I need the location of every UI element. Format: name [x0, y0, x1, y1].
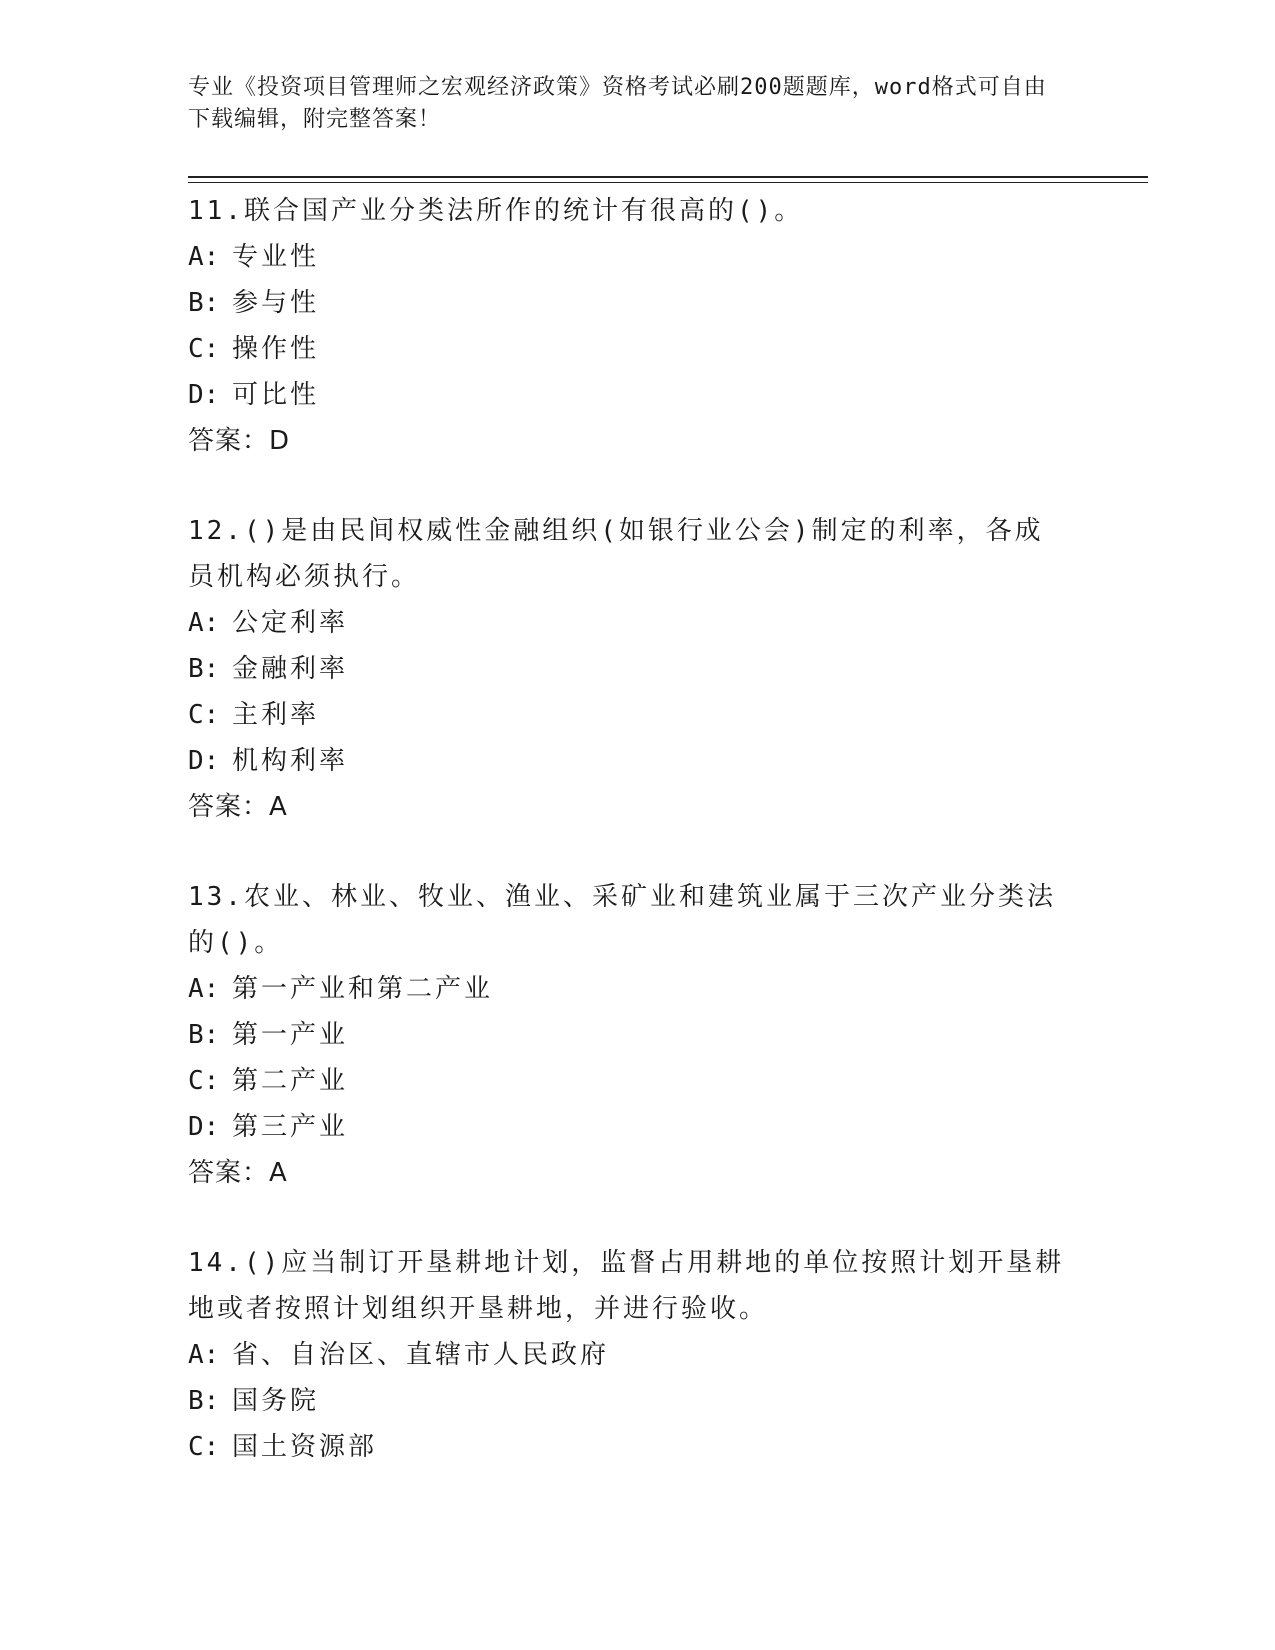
- question-stem: 13.农业、林业、牧业、渔业、采矿业和建筑业属于三次产业分类法的()。: [188, 882, 1056, 958]
- option-label: A:: [188, 974, 220, 1004]
- option-d: [188, 372, 1068, 418]
- option-text: 省、自治区、直辖市人民政府: [232, 1340, 610, 1370]
- option-label: C:: [188, 334, 220, 364]
- option-b: [188, 646, 1068, 692]
- option-a: [188, 234, 1068, 280]
- answer: 答案：D: [188, 426, 291, 456]
- option-d: [188, 738, 1068, 784]
- option-c: [188, 326, 1068, 372]
- question-stem: 14.()应当制订开垦耕地计划，监督占用耕地的单位按照计划开垦耕地或者按照计划组织开垦耕地，并进行验收。: [188, 1248, 1065, 1324]
- option-text: 第一产业和第二产业: [232, 974, 494, 1004]
- option-text: 第二产业: [232, 1066, 349, 1096]
- option-text: 主利率: [232, 700, 320, 730]
- option-label: A:: [188, 608, 220, 638]
- option-text: 金融利率: [232, 654, 349, 684]
- option-text: 参与性: [232, 288, 320, 318]
- option-text: 第一产业: [232, 1020, 349, 1050]
- option-label: C:: [188, 700, 220, 730]
- option-a: [188, 966, 1068, 1012]
- option-text: 可比性: [232, 380, 320, 410]
- option-label: C:: [188, 1432, 220, 1462]
- option-text: 机构利率: [232, 746, 349, 776]
- header-divider: [188, 176, 1148, 183]
- option-text: 公定利率: [232, 608, 349, 638]
- option-b: [188, 1378, 1068, 1424]
- answer: 答案：A: [188, 1158, 288, 1188]
- option-text: 操作性: [232, 334, 320, 364]
- option-label: C:: [188, 1066, 220, 1096]
- question-stem: 11.联合国产业分类法所作的统计有很高的()。: [188, 196, 804, 226]
- option-b: [188, 1012, 1068, 1058]
- option-label: A:: [188, 242, 220, 272]
- option-b: [188, 280, 1068, 326]
- option-c: [188, 1424, 1068, 1470]
- option-label: B:: [188, 288, 220, 318]
- question-12: [188, 508, 1068, 830]
- option-label: D:: [188, 380, 220, 410]
- question-stem: 12.()是由民间权威性金融组织(如银行业公会)制定的利率，各成员机构必须执行。: [188, 516, 1044, 592]
- document-header: 专业《投资项目管理师之宏观经济政策》资格考试必刷200题题库，word格式可自由下载编辑，附完整答案！: [188, 75, 1047, 132]
- option-label: D:: [188, 1112, 220, 1142]
- question-11: [188, 188, 1068, 464]
- question-14: [188, 1240, 1068, 1470]
- option-c: [188, 692, 1068, 738]
- option-label: B:: [188, 654, 220, 684]
- option-label: D:: [188, 746, 220, 776]
- option-a: [188, 1332, 1068, 1378]
- answer: 答案：A: [188, 792, 288, 822]
- option-label: B:: [188, 1386, 220, 1416]
- option-c: [188, 1058, 1068, 1104]
- option-label: A:: [188, 1340, 220, 1370]
- option-text: 国土资源部: [232, 1432, 378, 1462]
- option-label: B:: [188, 1020, 220, 1050]
- option-text: 国务院: [232, 1386, 320, 1416]
- option-text: 专业性: [232, 242, 320, 272]
- question-list: [188, 188, 1068, 1470]
- option-d: [188, 1104, 1068, 1150]
- option-a: [188, 600, 1068, 646]
- question-13: [188, 874, 1068, 1196]
- option-text: 第三产业: [232, 1112, 349, 1142]
